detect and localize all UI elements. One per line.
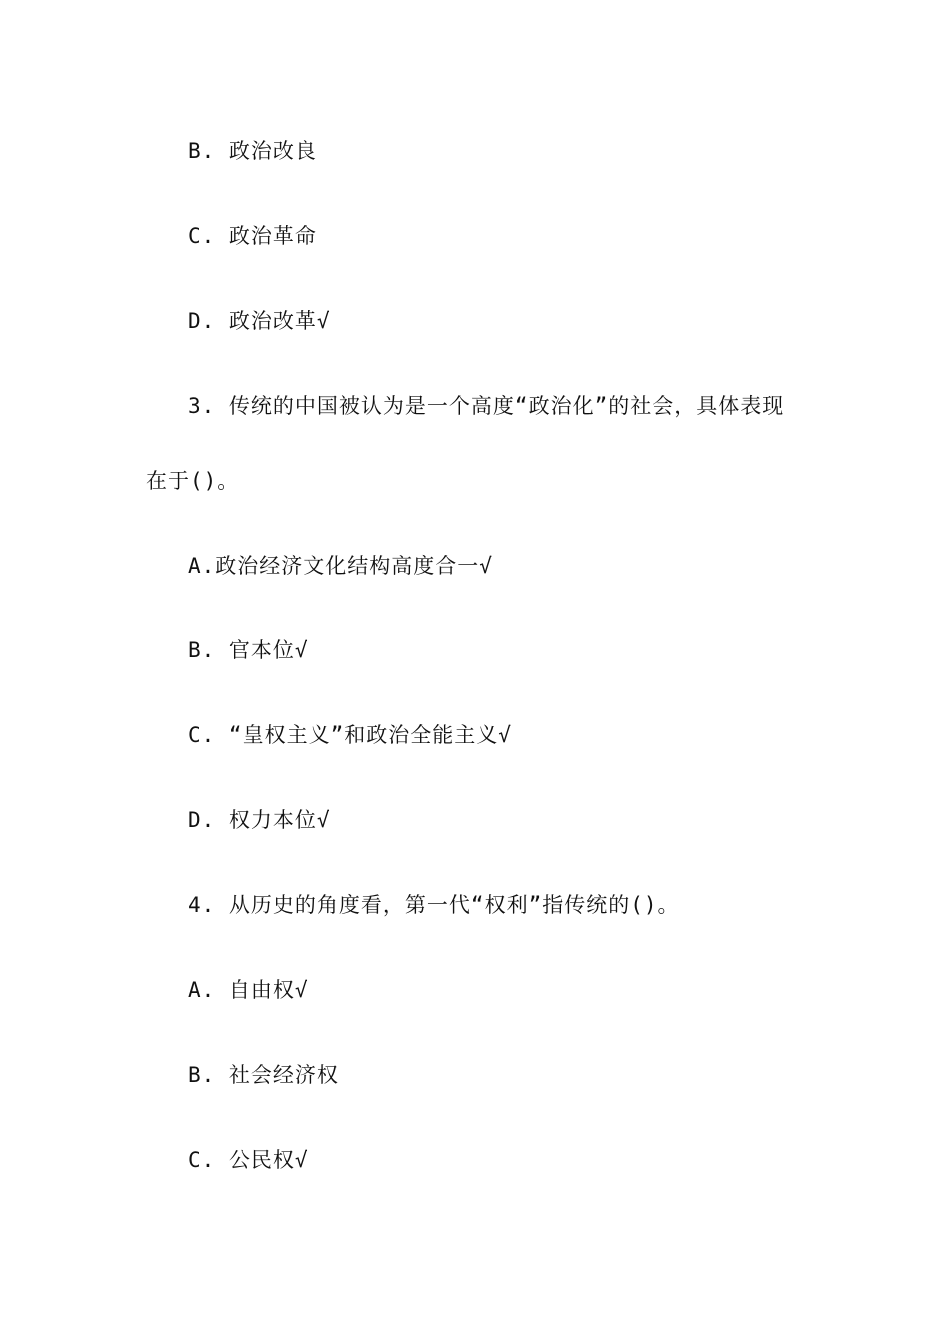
option-c-political-revolution: C. 政治革命 — [188, 224, 317, 248]
q4-option-a: A. 自由权√ — [188, 978, 309, 1002]
option-d-political-reform-correct: D. 政治改革√ — [188, 309, 331, 333]
q3-option-b: B. 官本位√ — [188, 638, 309, 662]
question-3-text: 3. 传统的中国被认为是一个高度“政治化”的社会，具体表现 — [188, 394, 785, 418]
q3-option-d: D. 权力本位√ — [188, 808, 331, 832]
question-4-text: 4. 从历史的角度看，第一代“权利”指传统的()。 — [188, 893, 680, 917]
q4-option-b: B. 社会经济权 — [188, 1063, 339, 1087]
q3-option-a: A.政治经济文化结构高度合一√ — [188, 554, 493, 578]
q3-option-c: C. “皇权主义”和政治全能主义√ — [188, 723, 512, 747]
question-3-text-continued: 在于()。 — [146, 469, 240, 493]
q4-option-c: C. 公民权√ — [188, 1148, 309, 1172]
option-b-political-reform-improvement: B. 政治改良 — [188, 139, 317, 163]
